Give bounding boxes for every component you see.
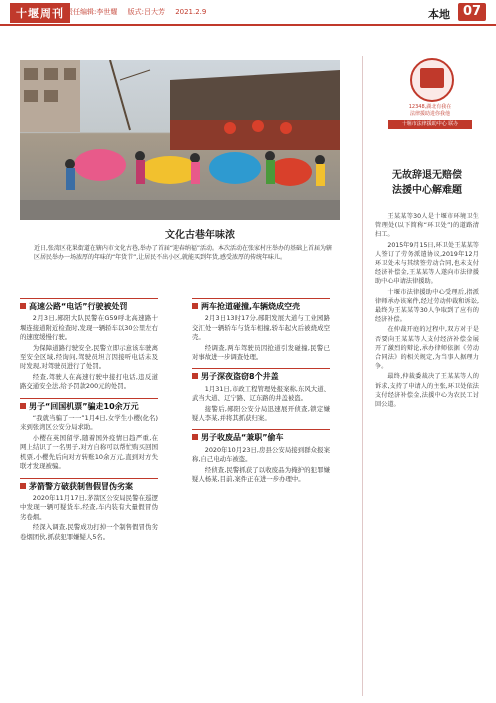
article-title-text: 男子“回国机票”骗走10余万元 [29,401,139,411]
article-title-text: 茅箭警方破获制售假冒伪劣案 [29,481,133,491]
editor-credit: 责任编辑:李世耀 [66,8,118,16]
badge-line: 12348,湖北有我在 [408,104,452,110]
badge-line: 法律援助进你我他 [409,111,450,117]
photo-illustration [20,60,340,220]
photo-caption: 近日,张湾区花果街道在辖内市文化古巷,举办了首届“迎春纳福”活动。本次活动在张家村庄举办的基础上首届为辖区居民举办一场浓厚的年味的“年货节”,让居民不出小区,就能买到年货,感受浓厚的传统年味儿。 [34,245,333,261]
article [20,478,158,542]
article-paragraph: 为保障道路行驶安全,民警立即示意该车驶离至安全区域,经询问,驾驶员坦言因接听电话未及时发现,对驾驶员进行了处罚。 [20,343,158,371]
street-festival-photo [20,60,340,220]
feature-title [375,168,479,198]
article-paragraph: 经深入调查,民警成功打掉一个制售假冒伪劣卷烟团伙,抓获犯罪嫌疑人5名。 [20,523,158,541]
article [192,429,330,484]
article-paragraph: “我就当骗了一一”1月4日,女学生小樱(化名)来到张湾区公安分局求助。 [20,414,158,432]
issue-date: 2021.2.9 [175,8,207,16]
article-paragraph: 经调查,两车驾驶员因抢道引发碰撞,民警已对事故进一步调查处理。 [192,343,330,362]
article-paragraph: 经查,驾驶人在高速行驶中接打电话,违反道路交通安全法,给予罚款200元的处罚。 [20,372,158,391]
newspaper-logo: 十堰周刊 [10,3,70,23]
square-bullet-icon [192,373,198,379]
square-bullet-icon [192,434,198,440]
article-title-text: 男子收废品“兼职”偷车 [201,433,284,443]
page-number: 07 [458,3,486,21]
legal-aid-badge-text [388,104,472,129]
photo-title: 文化古巷年味浓 [165,230,235,241]
article [192,298,330,362]
column-divider [362,56,363,696]
feature-paragraph: 2015年9月15日,环卫处王某某等人签订了劳务派遣协议,2019年12月环卫处未与其续签劳动合同,也未支付经济补偿金,王某某等人遂向市法律援助中心申请法律援助。 [375,241,479,286]
article-title [20,478,158,491]
badge-emblem [420,68,444,88]
square-bullet-icon [20,303,26,309]
square-bullet-icon [192,303,198,309]
layout-credit: 版式:吕大芳 [127,8,165,16]
article-paragraph: 小樱在英国留学,随着国外疫情日趋严重,在网上结识了一名男子,对方自称可以帮忙购买回国机票,小樱先后向对方转账10余万元,直到对方失联才发现被骗。 [20,433,158,471]
feature-paragraph: 十堰市法律援助中心受理后,指派律师承办该案件,经过劳动仲裁和诉讼,最终为王某某等30人争取到了应有的经济补偿。 [375,288,479,324]
article-title [20,398,158,411]
article-title [192,368,330,381]
article-title [192,429,330,442]
feature-title-line: 法援中心解难题 [392,185,462,196]
article-paragraph: 2020年10月23日,房县公安局接到群众报案称,自己电动车被盗。 [192,445,330,464]
square-bullet-icon [20,403,26,409]
section-name: 本地 [428,8,450,21]
article-paragraph: 2月3日,郧阳大队民警在G59呼北高速路十堰连接道附近检查时,发现一辆轿车以30公里左右的速度缓慢行驶。 [20,314,158,342]
article-paragraph: 2月3日13时17分,郧阳发展大道与工业园路交汇处一辆轿车与货车相撞,轿车起火后被烧成空壳。 [192,314,330,342]
article [192,368,330,423]
article-title-text: 两车抢道碰撞,车辆烧成空壳 [201,302,301,311]
article-column-left [20,292,158,543]
feature-paragraph: 在仲裁开庭的过程中,双方对于是否要向王某某等人支付经济补偿金展开了激烈的辩论,承办律师依据《劳动合同法》的相关规定,为当事人据理力争。 [375,326,479,371]
feature-paragraph: 王某某等30人是十堰市环境卫生管理处(以下简称“环卫处”)的道路清扫工。 [375,213,479,239]
article-paragraph: 接警后,郧阳公安分局迅速展开侦查,锁定嫌疑人李某,并将其抓获归案。 [192,404,330,423]
badge-sub: 十堰市法律援助中心 联办 [388,120,472,129]
legal-aid-badge-icon [410,58,454,102]
feature-paragraph: 最终,仲裁委裁决了王某某等人的诉求,支持了申请人的主张,环卫处依法支付经济补偿金,法援中心为农民工讨回公道。 [375,373,479,409]
article-column-middle [192,292,330,486]
article-title [20,298,158,311]
masthead-meta [66,7,214,17]
article [20,298,158,392]
feature-body [375,212,479,410]
article-title [192,298,330,311]
article [20,398,158,472]
square-bullet-icon [20,483,26,489]
masthead [0,0,496,26]
article-title-text: 高速公路“电话”行驶被处罚 [29,302,128,311]
article-paragraph: 经侦查,民警抓获了以收废品为掩护的犯罪嫌疑人杨某,目前,案件正在进一步办理中。 [192,465,330,484]
article-paragraph: 1月31日,市政工程管理处报案称,东风大道、武当大道、辽宁路、辽东路的井盖被盗。 [192,384,330,403]
article-title-text: 男子深夜盗窃8个井盖 [201,372,279,382]
article-paragraph: 2020年11月17日,茅箭区公安局民警在巡逻中发现一辆可疑货车,经查,车内装有大量假冒伪劣卷烟。 [20,493,158,521]
feature-title-line: 无故辞退无赔偿 [392,170,462,181]
